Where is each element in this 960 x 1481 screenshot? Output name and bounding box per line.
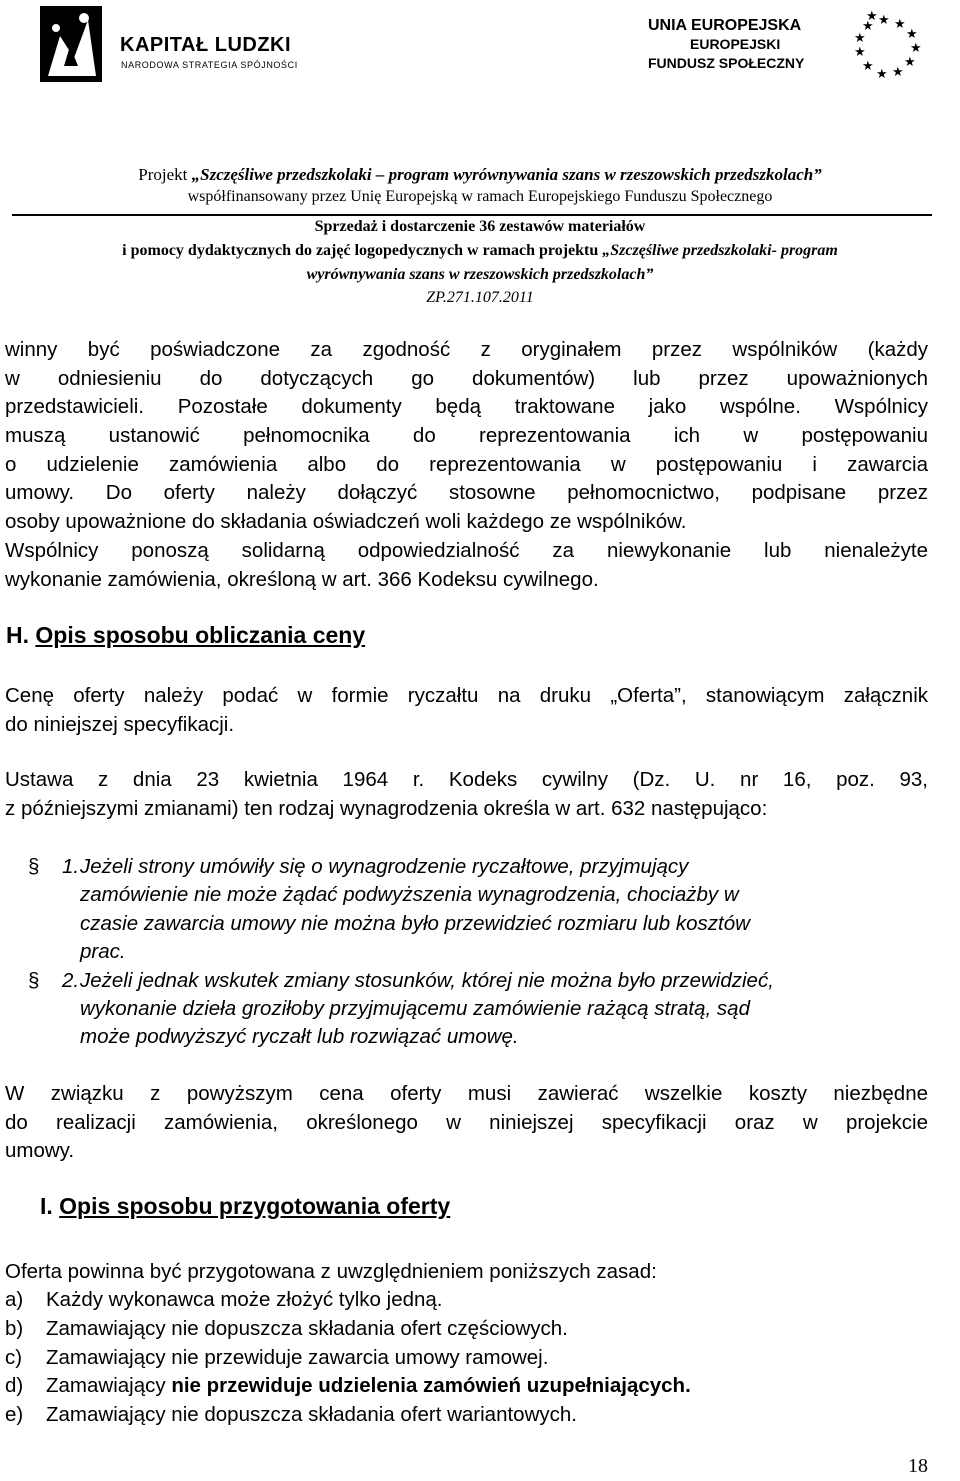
section-i-heading <box>40 1193 450 1220</box>
list-item-text: Zamawiający nie dopuszcza składania ofert wariantowych. <box>46 1403 577 1427</box>
paragraph-line: o udzielenie zamówienia albo do reprezentowania w postępowaniu i zawarcia <box>5 452 928 476</box>
list-item-letter: a) <box>5 1288 24 1311</box>
list-item-letter: b) <box>5 1316 24 1340</box>
section-letter: I. <box>40 1193 53 1219</box>
eu-logo-text <box>648 16 804 73</box>
paragraph-line: umowy. Do oferty należy dołączyć stosowne pełnomocnictwo, podpisane przez <box>5 481 928 505</box>
list-item-text: Każdy wykonawca może złożyć tylko jedną. <box>46 1288 443 1311</box>
list-item <box>5 1315 691 1344</box>
svg-text:★: ★ <box>906 27 918 42</box>
project-header-line-3: Sprzedaż i dostarczenie 36 zestawów materiałów <box>314 218 646 235</box>
project-header-line-4 <box>0 242 960 260</box>
quote-line: wykonanie dzieła groziłoby przyjmującemu zamówienie rażącą stratą, sąd <box>80 997 750 1021</box>
svg-text:★: ★ <box>854 31 866 46</box>
paragraph-line: do niniejszej specyfikacji. <box>5 712 235 736</box>
quote-line: czasie zawarcia umowy nie można było przewidzieć rozmiaru lub kosztów <box>80 911 750 935</box>
paragraph-line: winny być poświadczone za zgodność z oryginałem przez wspólników (każdy <box>5 338 928 361</box>
paragraph-line: do realizacji zamówienia, określonego w niniejszej specyfikacji oraz w projekcie <box>5 1110 928 1134</box>
paragraph-line: z późniejszymi zmianami) ten rodzaj wynagrodzenia określa w art. 632 następująco: <box>5 796 768 820</box>
section-sign: § <box>28 968 40 992</box>
svg-text:★: ★ <box>910 41 922 56</box>
list-item <box>5 1401 691 1430</box>
svg-text:★: ★ <box>862 19 874 34</box>
paragraph-line: Wspólnicy ponoszą solidarną odpowiedzialność za niewykonanie lub nienależyte <box>5 538 928 562</box>
paragraph-line: w odniesieniu do dotyczących go dokumentów) lub przez upoważnionych <box>5 366 928 390</box>
article-632-quote <box>28 853 928 1052</box>
quote-item <box>28 853 928 967</box>
svg-text:★: ★ <box>862 59 874 74</box>
paragraph-line: wykonanie zamówienia, określoną w art. 366 Kodeksu cywilnego. <box>5 567 599 591</box>
list-item-letter: c) <box>5 1345 23 1369</box>
quote-item-number: 1. <box>62 855 80 878</box>
eu-stars-icon <box>838 10 934 80</box>
project-header-line-1 <box>0 165 960 185</box>
quote-line: zamówienie nie może żądać podwyższenia wynagrodzenia, chociażby w <box>80 883 739 907</box>
section-title: Opis sposobu obliczania ceny <box>35 622 366 648</box>
paragraph-line: W związku z powyższym cena oferty musi zawierać wszelkie koszty niezbędne <box>5 1082 928 1105</box>
header-logos <box>0 0 960 90</box>
paragraph-line: Ustawa z dnia 23 kwietnia 1964 r. Kodeks cywilny (Dz. U. nr 16, poz. 93, <box>5 768 928 791</box>
section-title: Opis sposobu przygotowania oferty <box>59 1193 451 1219</box>
svg-text:★: ★ <box>892 65 904 80</box>
paragraph-line: osoby upoważnione do składania oświadczeń woli każdego ze wspólników. <box>5 510 687 534</box>
kapital-ludzki-subtitle: NARODOWA STRATEGIA SPÓJNOŚCI <box>121 60 298 70</box>
svg-text:★: ★ <box>876 67 888 80</box>
eu-line-1: UNIA EUROPEJSKA <box>648 17 802 34</box>
section-sign: § <box>28 855 40 878</box>
offer-rules-list <box>5 1286 691 1430</box>
subject-title: „Szczęśliwe przedszkolaki- program <box>602 242 838 259</box>
subject-prefix: i pomocy dydaktycznych do zajęć logopedycznych w ramach projektu <box>122 242 603 259</box>
paragraph-line: przedstawicieli. Pozostałe dokumenty będą traktowane jako wspólne. Wspólnicy <box>5 395 928 419</box>
reference-number: ZP.271.107.2011 <box>426 289 534 306</box>
quote-line: Jeżeli strony umówiły się o wynagrodzenie ryczałtowe, przyjmujący <box>80 855 689 878</box>
svg-text:★: ★ <box>878 13 890 28</box>
kapital-ludzki-emblem-icon <box>40 6 102 82</box>
quote-line: prac. <box>80 940 126 964</box>
eu-line-3: FUNDUSZ SPOŁECZNY <box>648 55 805 71</box>
costs-paragraph <box>5 1080 928 1166</box>
list-item-text: Zamawiający nie przewiduje zawarcia umowy ramowej. <box>46 1345 549 1369</box>
section-letter: H. <box>6 622 29 648</box>
list-item <box>5 1286 691 1315</box>
price-paragraph <box>5 682 928 739</box>
list-item-text: Zamawiający <box>46 1374 172 1398</box>
svg-text:★: ★ <box>904 55 916 70</box>
intro-paragraph <box>5 336 928 594</box>
quote-item <box>28 967 928 1052</box>
list-item <box>5 1344 691 1373</box>
svg-text:★: ★ <box>854 45 866 60</box>
paragraph-line: muszą ustanowić pełnomocnika do reprezentowania ich w postępowaniu <box>5 424 928 448</box>
svg-text:★: ★ <box>894 17 906 32</box>
eu-line-2: EUROPEJSKI <box>690 36 781 52</box>
quote-item-number: 2. <box>62 968 80 992</box>
list-item <box>5 1372 691 1401</box>
svg-text:★: ★ <box>866 10 878 24</box>
project-title: „Szczęśliwe przedszkolaki – program wyrównywania szans w rzeszowskich przedszkolach” <box>191 165 822 184</box>
header-divider <box>12 214 932 216</box>
quote-line: Jeżeli jednak wskutek zmiany stosunków, której nie można było przewidzieć, <box>80 968 774 992</box>
quote-line: może podwyższyć ryczałt lub rozwiązać umowę. <box>80 1025 519 1049</box>
list-item-letter: d) <box>5 1374 24 1398</box>
eu-logo <box>648 10 938 80</box>
offer-intro: Oferta powinna być przygotowana z uwzględnieniem poniższych zasad: <box>5 1260 657 1283</box>
project-header-line-2: współfinansowany przez Unię Europejską w ramach Europejskiego Funduszu Społecznego <box>187 188 773 205</box>
section-h-heading <box>6 622 365 649</box>
kapital-ludzki-logo <box>40 6 300 86</box>
law-paragraph <box>5 766 928 823</box>
project-prefix: Projekt <box>138 165 192 184</box>
project-header-line-5: wyrównywania szans w rzeszowskich przedszkolach” <box>306 266 654 283</box>
paragraph-line: Cenę oferty należy podać w formie ryczałtu na druku „Oferta”, stanowiącym załącznik <box>5 684 928 707</box>
list-item-text: Zamawiający nie dopuszcza składania ofert częściowych. <box>46 1316 568 1340</box>
list-item-letter: e) <box>5 1403 24 1427</box>
page-number: 18 <box>908 1455 928 1477</box>
list-item-bold-text: nie przewiduje udzielenia zamówień uzupełniających. <box>171 1374 691 1398</box>
paragraph-line: umowy. <box>5 1139 75 1163</box>
kapital-ludzki-title: KAPITAŁ LUDZKI <box>120 34 292 56</box>
